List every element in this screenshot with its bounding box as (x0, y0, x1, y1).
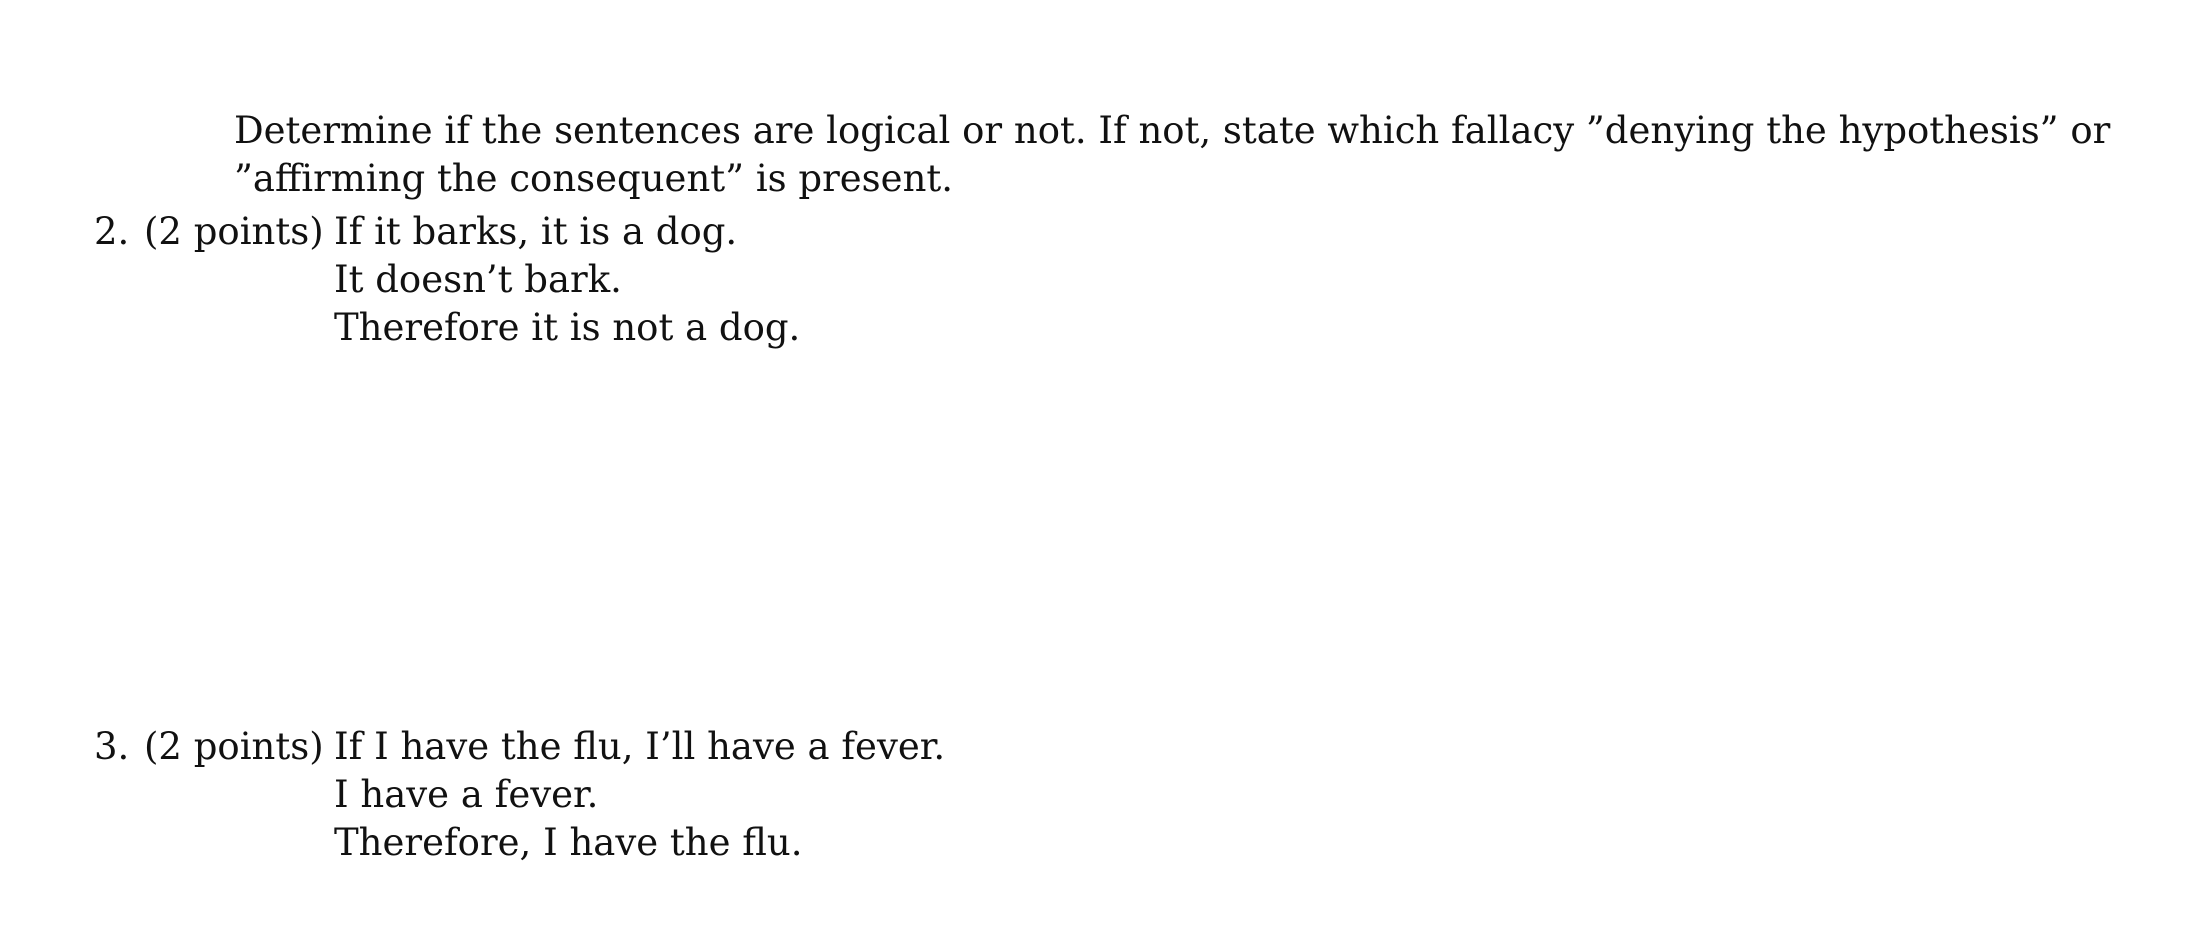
problem-points: (2 points) (144, 725, 324, 768)
premise-line: It doesn’t bark. (334, 258, 622, 301)
problem-number: 2. (94, 210, 130, 253)
problem-number: 3. (94, 725, 130, 768)
argument-lines (334, 208, 800, 352)
conclusion-line: Therefore, I have the flu. (334, 821, 803, 864)
instructions-text: Determine if the sentences are logical or not. If not, state which fallacy ”denying the hypothesis” or ”affirming the consequent” is present. (234, 109, 2111, 200)
problem-points: (2 points) (144, 210, 324, 253)
conclusion-line: Therefore it is not a dog. (334, 306, 801, 349)
premise-line: If I have the flu, I’ll have a fever. (334, 725, 946, 768)
premise-line: I have a fever. (334, 773, 599, 816)
premise-line: If it barks, it is a dog. (334, 210, 738, 253)
argument-lines (334, 723, 945, 867)
